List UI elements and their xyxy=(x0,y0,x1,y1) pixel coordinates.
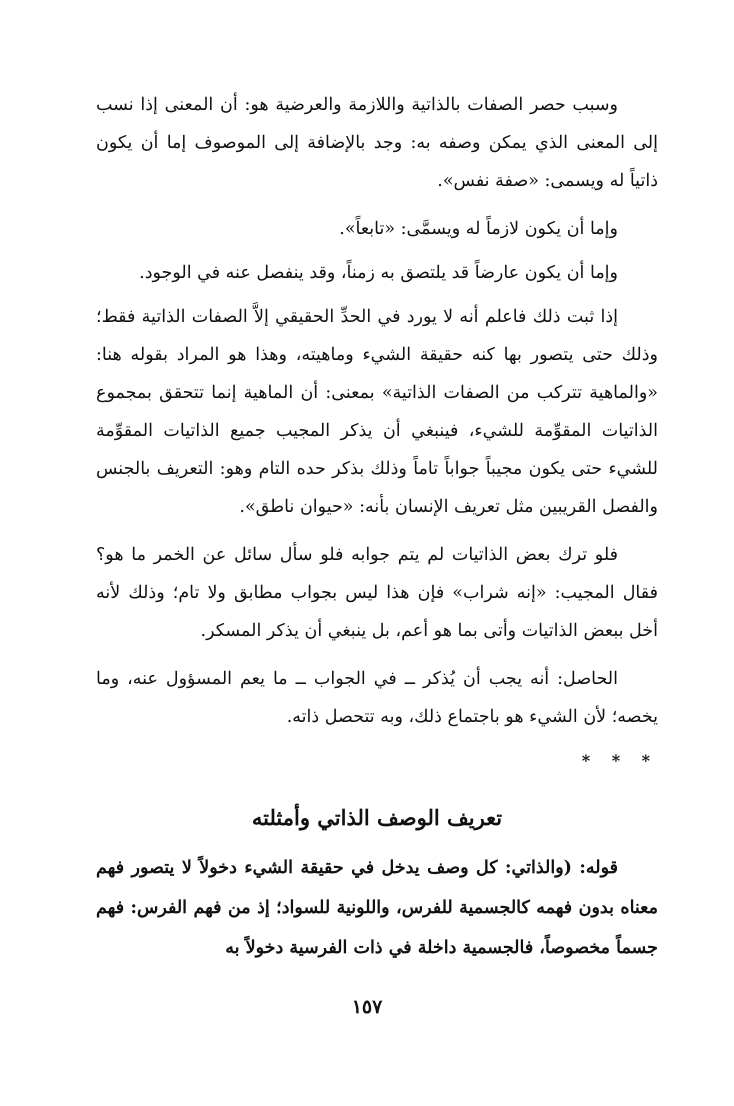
paragraph-2: وإما أن يكون لازماً له ويسمَّى: «تابعاً». xyxy=(339,219,618,239)
section-heading: تعريف الوصف الذاتي وأمثلته xyxy=(251,805,503,830)
page-number: ١٥٧ xyxy=(351,996,383,1018)
page-body xyxy=(96,86,658,968)
paragraph-4: إذا ثبت ذلك فاعلم أنه لا يورد في الحدِّ الحقيقي إلاَّ الصفات الذاتية فقط؛ وذلك حتى يتصور بها كنه حقيقة الشيء وماهيته، وهذا هو المراد بقوله هنا: «والماهية تتركب من الصفات الذاتية» بمعنى: أن الماهية إنما تتحقق بمجموع الذاتيات المقوِّمة للشيء، فينبغي أن يذكر المجيب جميع الذاتيات المقوِّمة للشيء حتى يكون مجيباً جواباً تاماً وذلك بذكر حده التام وهو: التعريف بالجنس والفصل القريبين مثل تعريف الإنسان بأنه: «حيوان ناطق». xyxy=(96,307,658,517)
paragraph-5: فلو ترك بعض الذاتيات لم يتم جوابه فلو سأل سائل عن الخمر ما هو؟ فقال المجيب: «إنه شراب» فإن هذا ليس بجواب مطابق ولا تام؛ وذلك لأنه أخل ببعض الذاتيات وأتى بما هو أعم، بل ينبغي أن يذكر المسكر. xyxy=(96,545,658,641)
bold-paragraph: قوله: (والذاتي: كل وصف يدخل في حقيقة الشيء دخولاً لا يتصور فهم معناه بدون فهمه كالجسمية للفرس، واللونية للسواد؛ إذ من فهم الفرس: فهم جسماً مخصوصاً، فالجسمية داخلة في ذات الفرسية دخولاً به xyxy=(96,858,658,958)
section-separator: * * * xyxy=(581,751,658,770)
paragraph-6: الحاصل: أنه يجب أن يُذكر ــ في الجواب ــ ما يعم المسؤول عنه، وما يخصه؛ لأن الشيء هو باجتماع ذلك، وبه تتحصل ذاته. xyxy=(96,669,658,727)
paragraph-3: وإما أن يكون عارضاً قد يلتصق به زمناً، وقد ينفصل عنه في الوجود. xyxy=(139,263,618,283)
paragraph-1: وسبب حصر الصفات بالذاتية واللازمة والعرضية هو: أن المعنى إذا نسب إلى المعنى الذي يمكن وصفه به: وجد بالإضافة إلى الموصوف إما أن يكون ذاتياً له ويسمى: «صفة نفس». xyxy=(96,95,658,191)
